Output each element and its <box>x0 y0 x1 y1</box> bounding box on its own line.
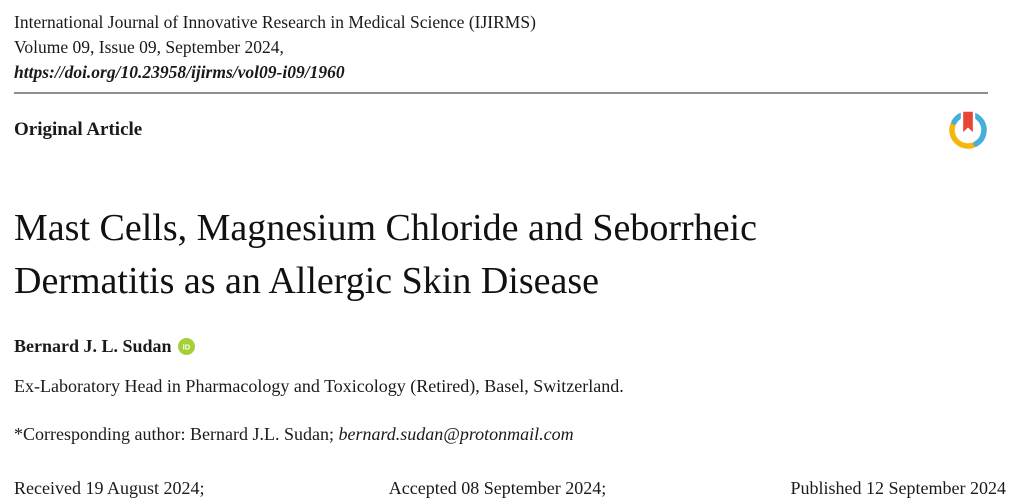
orcid-icon[interactable] <box>178 338 195 355</box>
journal-name: International Journal of Innovative Research in Medical Science (IJIRMS) <box>14 12 536 32</box>
journal-header <box>14 10 1008 85</box>
doi-link[interactable]: https://doi.org/10.23958/ijirms/vol09-i09/1960 <box>14 62 345 82</box>
orcid-id-glyph: iD <box>182 342 190 352</box>
author-name: Bernard J. L. Sudan <box>14 336 172 356</box>
corresponding-author-prefix: *Corresponding author: Bernard J.L. Sudan; <box>14 424 339 444</box>
author-row <box>14 336 1008 357</box>
page-title: Mast Cells, Magnesium Chloride and Seborrheic Dermatitis as an Allergic Skin Disease <box>14 207 757 302</box>
author-affiliation: Ex-Laboratory Head in Pharmacology and Toxicology (Retired), Basel, Switzerland. <box>14 376 624 396</box>
article-dates-row <box>14 478 1008 499</box>
received-date: Received 19 August 2024; <box>14 478 205 498</box>
corresponding-author-line <box>14 424 1008 445</box>
check-for-updates-icon[interactable] <box>946 108 990 152</box>
article-type-label: Original Article <box>14 119 143 140</box>
header-divider <box>14 92 988 94</box>
published-date: Published 12 September 2024 <box>790 478 1006 498</box>
corresponding-author-email[interactable]: bernard.sudan@protonmail.com <box>338 424 574 444</box>
volume-issue-line: Volume 09, Issue 09, September 2024, <box>14 37 284 57</box>
crossmark-bookmark-icon <box>962 111 974 136</box>
accepted-date: Accepted 08 September 2024; <box>388 478 607 498</box>
